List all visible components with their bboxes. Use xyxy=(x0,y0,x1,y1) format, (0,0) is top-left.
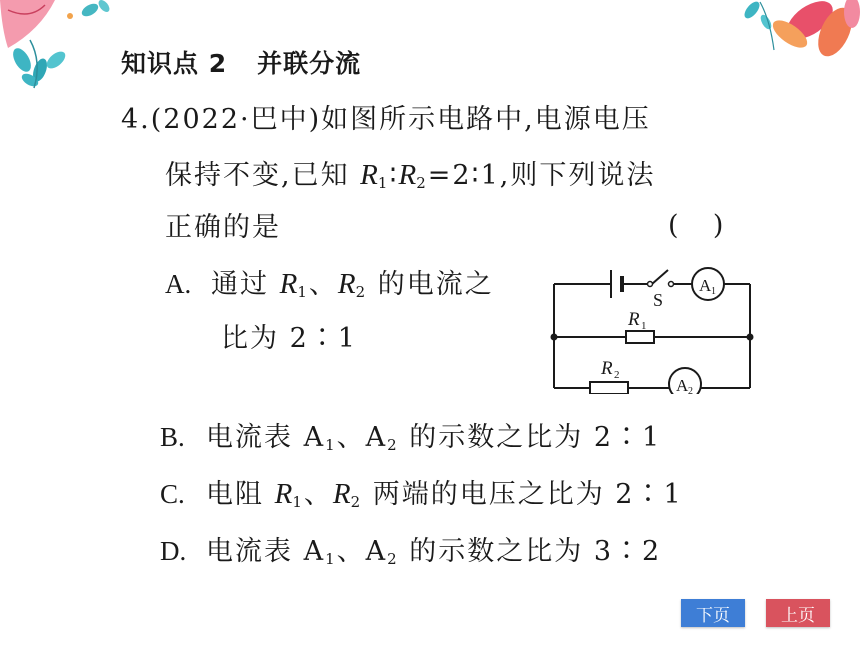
question-number: 4. xyxy=(121,104,151,135)
top-right-leaf-decoration xyxy=(730,0,860,70)
option-b-text-c: 的示数之比为 2∶1 xyxy=(398,422,662,453)
option-b[interactable] xyxy=(160,419,661,463)
previous-page-button[interactable]: 上页 xyxy=(766,599,830,627)
answer-parentheses: ( ) xyxy=(668,210,724,241)
ammeter-a2-sub: 2 xyxy=(688,386,693,394)
option-b-text-b: 、A xyxy=(336,422,388,453)
option-a-sub1: 1 xyxy=(297,283,309,301)
r2-symbol: R xyxy=(398,159,417,191)
option-d-text-c: 的示数之比为 3∶2 xyxy=(398,536,662,567)
option-b-sub1: 1 xyxy=(325,436,337,454)
option-c-text-b: 、 xyxy=(303,479,333,510)
r1-subscript: 1 xyxy=(377,174,390,192)
resistor-r2 xyxy=(590,382,628,394)
option-c-r1: R xyxy=(274,478,293,510)
ammeter-a1-sub: 1 xyxy=(711,286,716,297)
option-b-sub2: 2 xyxy=(387,436,399,454)
switch-label: S xyxy=(653,290,664,310)
resistor-r1 xyxy=(626,331,654,343)
option-a-text-c: 的电流之 xyxy=(367,269,494,300)
option-b-letter: B. xyxy=(160,422,185,452)
option-c-text-c: 两端的电压之比为 2∶1 xyxy=(362,479,683,510)
ratio-separator: ∶ xyxy=(389,160,399,191)
option-a-sub2: 2 xyxy=(355,283,368,301)
switch-contact-left xyxy=(648,282,653,287)
r1-label: R xyxy=(628,309,640,330)
question-source: (2022·巴中) xyxy=(150,104,322,135)
option-a-r2: R xyxy=(337,268,356,300)
circuit-diagram xyxy=(548,262,758,394)
option-a-text-b: 、 xyxy=(308,269,338,300)
option-a-letter: A. xyxy=(165,269,192,299)
option-c-sub2: 2 xyxy=(350,493,363,511)
junction-right xyxy=(747,334,754,341)
question-line-2 xyxy=(165,157,655,201)
section-heading xyxy=(121,44,361,80)
r2-label-sub: 2 xyxy=(614,369,620,381)
option-d-letter: D. xyxy=(160,536,187,566)
option-b-text-a: 电流表 A xyxy=(206,422,326,453)
option-a[interactable] xyxy=(165,266,494,310)
question-text-line2a: 保持不变,已知 xyxy=(165,160,361,191)
option-d-text-b: 、A xyxy=(336,536,388,567)
question-line-1 xyxy=(121,102,651,138)
r2-subscript: 2 xyxy=(416,174,428,192)
r2-label: R xyxy=(601,358,613,379)
r1-symbol: R xyxy=(360,159,378,191)
switch-contact-right xyxy=(669,282,674,287)
option-d-sub2: 2 xyxy=(387,550,399,568)
top-left-leaf-decoration xyxy=(0,0,115,92)
ammeter-a2-label: A xyxy=(676,376,689,394)
r1-label-sub: 1 xyxy=(641,320,647,332)
option-c-sub1: 1 xyxy=(292,493,304,511)
option-a-r1: R xyxy=(279,268,298,300)
section-label: 知识点 2 xyxy=(121,49,228,78)
next-page-button[interactable]: 下页 xyxy=(681,599,745,627)
option-d-sub1: 1 xyxy=(325,550,337,568)
option-d[interactable] xyxy=(160,533,661,577)
question-text-line1: 如图所示电路中,电源电压 xyxy=(321,104,651,135)
ammeter-a1-label: A xyxy=(699,276,712,295)
option-c-r2: R xyxy=(332,478,351,510)
option-c-text-a: 电阻 xyxy=(206,479,275,510)
option-a-line-2: 比为 2∶1 xyxy=(221,323,357,354)
switch-blade xyxy=(652,270,668,284)
section-title: 并联分流 xyxy=(257,49,362,78)
question-line-3: 正确的是 xyxy=(165,212,281,243)
option-d-text-a: 电流表 A xyxy=(206,536,326,567)
option-c[interactable] xyxy=(160,476,683,520)
option-c-letter: C. xyxy=(160,479,185,509)
junction-left xyxy=(551,334,558,341)
option-a-text-a: 通过 xyxy=(211,269,280,300)
question-text-line2b: =2∶1,则下列说法 xyxy=(427,160,656,191)
